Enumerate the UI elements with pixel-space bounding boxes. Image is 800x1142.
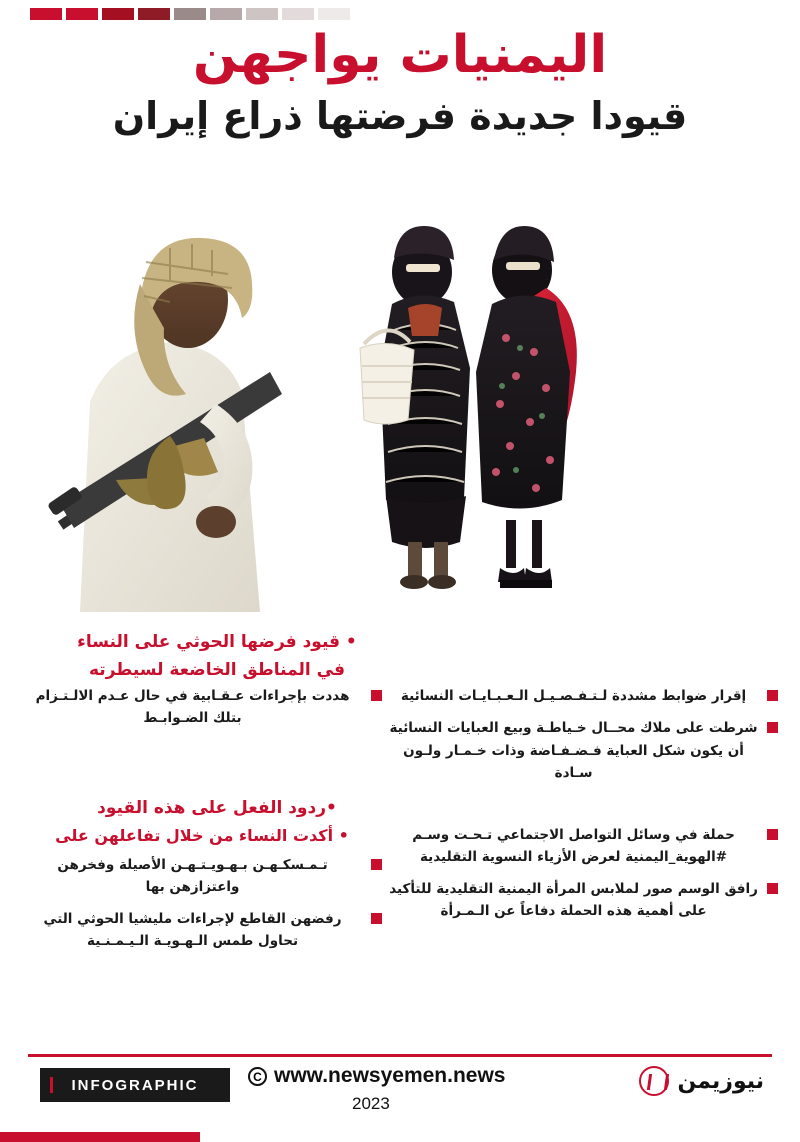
- restrictions-column-left: [22, 685, 382, 794]
- color-swatch: [30, 8, 62, 20]
- restrictions-heading-line2: في المناطق الخاضعة لسيطرته: [89, 659, 345, 680]
- footer-divider: [28, 1054, 772, 1057]
- reactions-heading: [22, 796, 412, 822]
- headline-primary: اليمنيات يواجهن: [192, 25, 608, 85]
- footer: [0, 1050, 800, 1142]
- color-swatch: [66, 8, 98, 20]
- content-sections: [0, 630, 800, 963]
- brand-logo: [639, 1066, 764, 1096]
- list-item-text: حملة في وسائل التواصل الاجتماعي تـحـت وسـم #الهوية_اليمنية لعرض الأزياء النسوية التقليدية: [412, 826, 735, 865]
- list-item: [388, 824, 778, 869]
- brand-name: نيوزيمن: [677, 1068, 764, 1094]
- list-item-text: هددت بإجراءات عـقـابية في حال عـدم الالـتـزام بتلك الضـوابـط: [35, 688, 350, 727]
- list-item: [388, 717, 778, 784]
- reactions-column-right: [388, 824, 778, 963]
- bullet-square-icon: [371, 859, 382, 870]
- restrictions-heading-line1: • قيود فرضها الحوثي على النساء: [77, 632, 357, 652]
- reactions-column-left: [22, 824, 382, 963]
- color-swatch: [282, 8, 314, 20]
- list-item: [388, 685, 778, 707]
- list-item-text: تـمـسكـهـن بـهـويـتـهـن الأصيلة وفخرهن واعتزازهن بها: [57, 856, 328, 895]
- copyright-icon: C: [248, 1067, 267, 1086]
- infographic-badge-label: INFOGRAPHIC: [71, 1076, 199, 1094]
- list-item-text: رفضهن القاطع لإجراءات مليشيا الحوثي التي تحاول طمس الـهـويـة الـيـمـنـية: [43, 911, 342, 950]
- list-item: [22, 854, 382, 899]
- footer-accent-strip: [0, 1132, 200, 1142]
- publication-year: 2023: [352, 1094, 390, 1113]
- list-item: [22, 908, 382, 953]
- color-swatch: [138, 8, 170, 20]
- list-item: [388, 878, 778, 923]
- headline-secondary: قيودا جديدة فرضتها ذراع إيران: [112, 93, 688, 138]
- color-swatch: [246, 8, 278, 20]
- restrictions-columns: [22, 685, 778, 794]
- reactions-heading-text: •ردود الفعل على هذه القيود: [97, 798, 337, 819]
- bullet-square-icon: [767, 722, 778, 733]
- list-item-text: شرطت على ملاك محــال خـياطـة وبيع العبايات النسائية أن يكون شكل العباية فـضـفـاضة وذات خـمـار ولـون سـادة: [389, 720, 758, 781]
- color-swatch: [318, 8, 350, 20]
- site-credit: [248, 1064, 505, 1088]
- bullet-square-icon: [371, 913, 382, 924]
- list-item: [22, 685, 382, 730]
- color-swatch: [174, 8, 206, 20]
- headline: [30, 26, 770, 139]
- list-item-text: رافق الوسم صور لملابس المرأة اليمنية التقليدية للتأكيد على أهمية هذه الحملة دفاعاً عن الـمـرأة: [389, 881, 758, 920]
- bullet-square-icon: [767, 690, 778, 701]
- color-swatch: [210, 8, 242, 20]
- photo-collage: [0, 212, 800, 632]
- list-item-text: إقرار ضوابط مشددة لـتـفـصـيـل الـعـبـايـات النسائية: [400, 688, 747, 704]
- top-color-bar: [30, 8, 350, 20]
- bullet-square-icon: [767, 883, 778, 894]
- bullet-square-icon: [371, 690, 382, 701]
- site-url: www.newsyemen.news: [274, 1064, 506, 1087]
- infographic-badge: [40, 1068, 230, 1102]
- bullet-square-icon: [767, 829, 778, 840]
- reactions-columns: [22, 824, 778, 963]
- restrictions-column-right: [388, 685, 778, 794]
- badge-accent-bar: [50, 1077, 53, 1093]
- fighter-photo: [20, 222, 350, 622]
- reactions-left-heading: • أكدت النساء من خلال تفاعلهن على: [55, 825, 349, 845]
- women-photo: [350, 220, 610, 620]
- color-swatch: [102, 8, 134, 20]
- restrictions-heading: [22, 630, 412, 683]
- brand-mark-icon: [639, 1066, 669, 1096]
